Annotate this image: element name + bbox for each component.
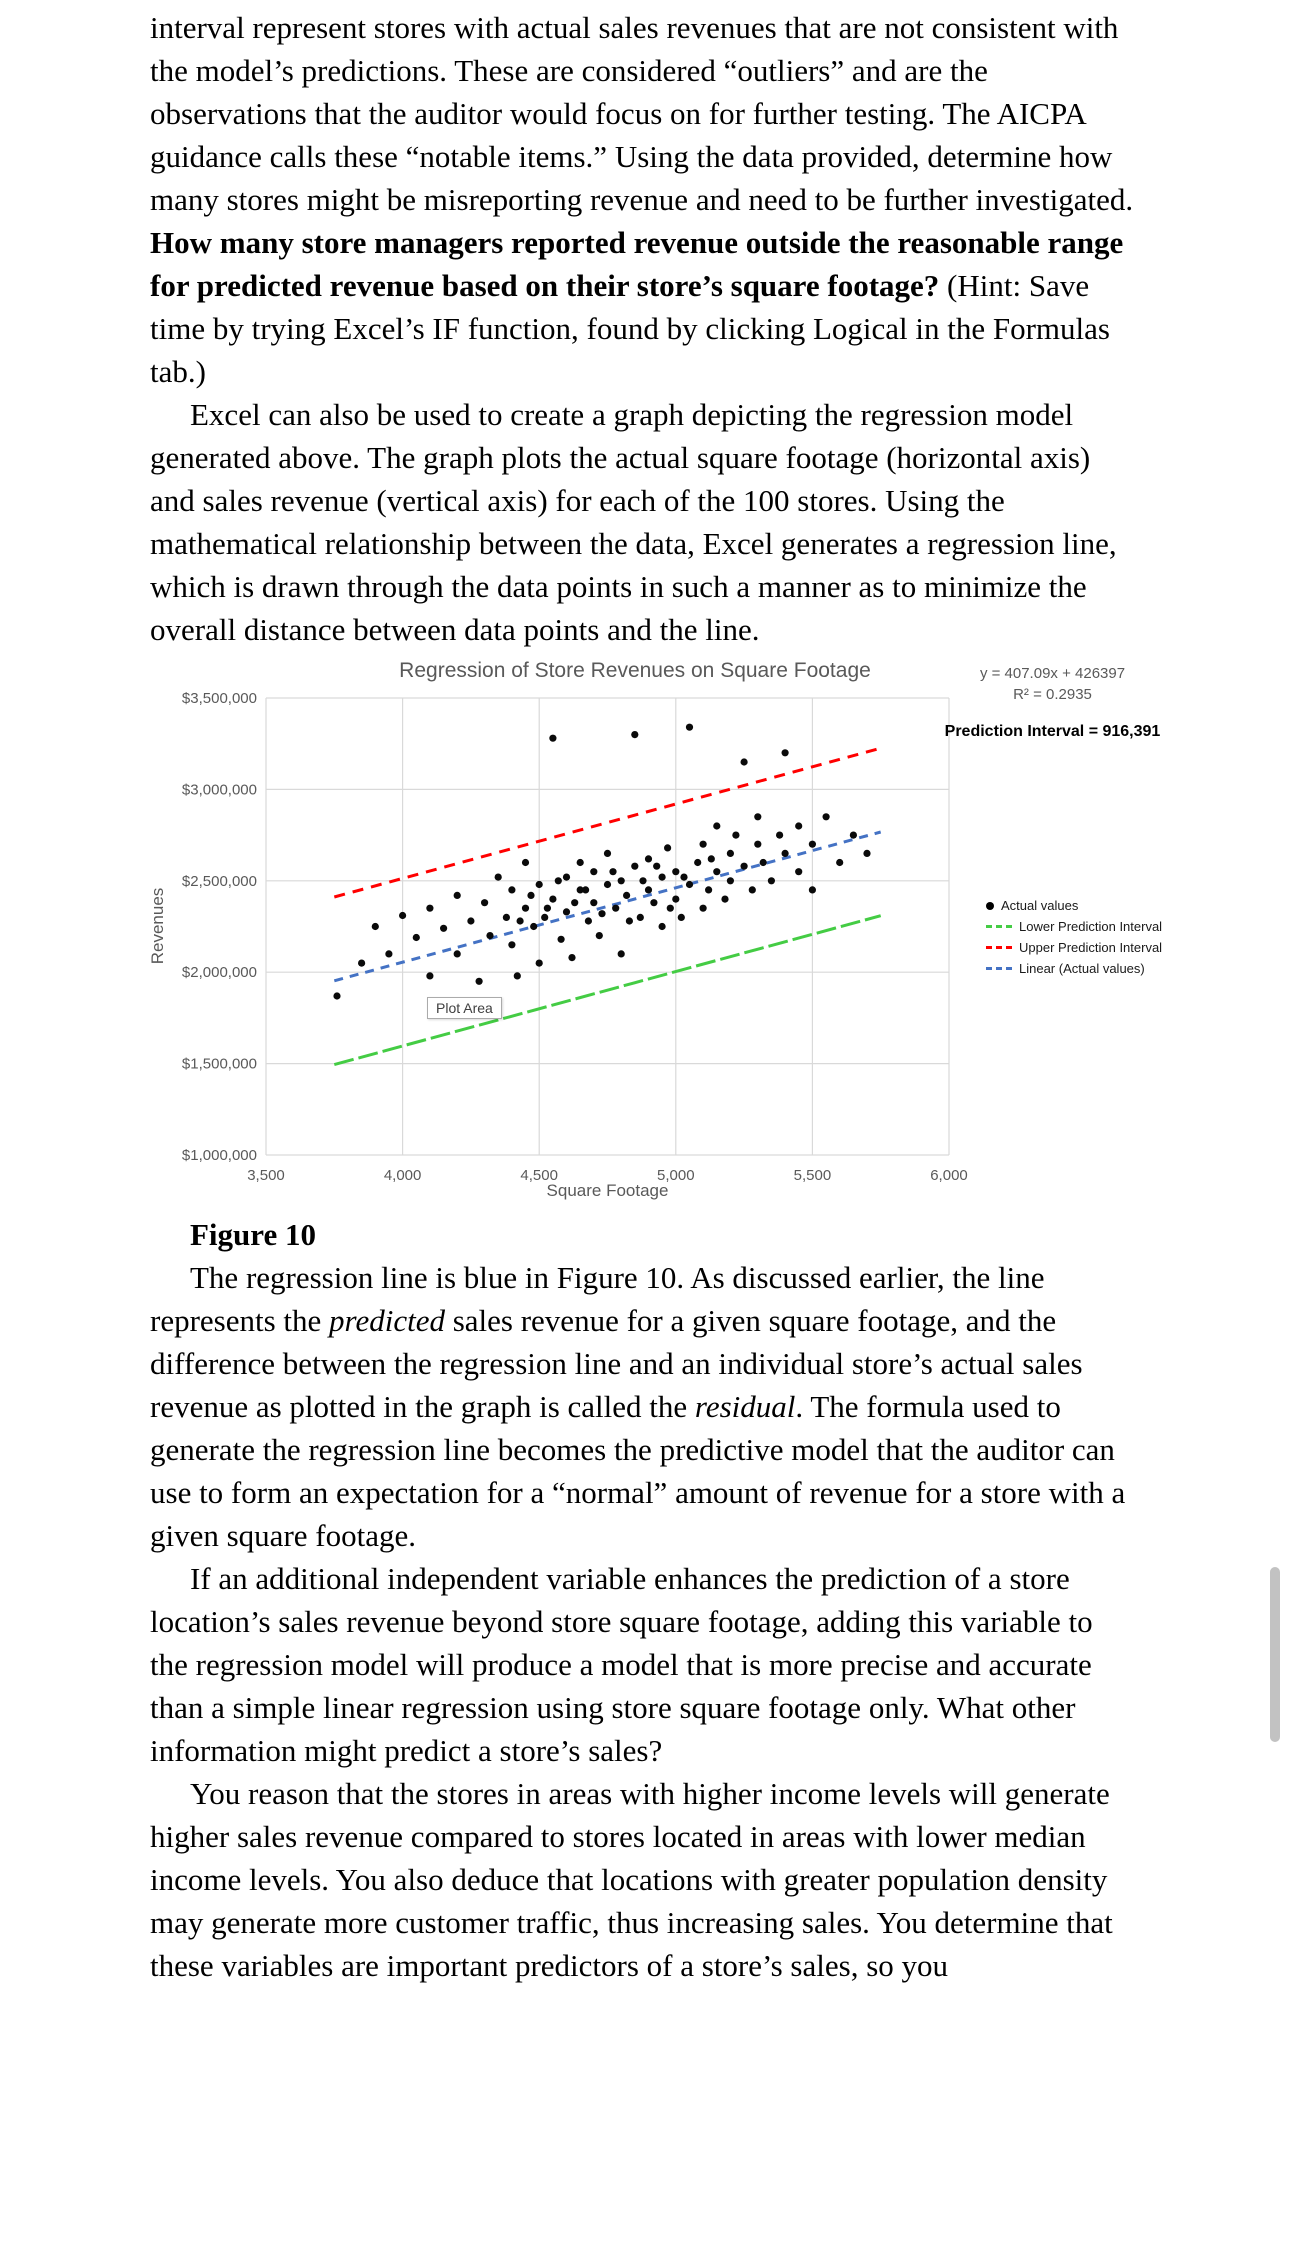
dot-marker-icon (986, 902, 994, 910)
body-paragraph-4: If an additional independent variable enhances the prediction of a store location’s sales revenue beyond store square footage, adding this variable to the regression model will produce a model that is more precise and accurate than a simple linear regression using store square footage only. What other information might predict a store’s sales? (150, 1561, 1093, 1768)
legend-label: Lower Prediction Interval (1019, 919, 1163, 934)
svg-text:$2,000,000: $2,000,000 (181, 964, 257, 982)
legend-item-linear-actual-values (986, 958, 1162, 979)
r-squared-value: R² = 0.2935 (1013, 686, 1092, 703)
y-axis-title: Revenues (148, 887, 167, 965)
svg-text:4,500: 4,500 (520, 1167, 558, 1184)
p1-text: interval represent stores with actual sales revenues that are not consistent with the model’s predictions. These are considered “outliers” and are the observations that the auditor would focus on for further testing. The AICPA guidance calls these “notable items.” Using the data provided, determine how many stores might be misreporting revenue and need to be further investigated. (150, 10, 1134, 217)
svg-text:4,000: 4,000 (383, 1167, 422, 1184)
figure-10-chart (150, 655, 1190, 1207)
legend-label: Upper Prediction Interval (1019, 940, 1163, 955)
chart-legend (986, 895, 1162, 979)
plot-area-label: Plot Area (427, 997, 502, 1019)
x-axis-title: Square Footage (546, 1181, 669, 1200)
svg-text:$3,500,000: $3,500,000 (181, 690, 257, 707)
legend-label: Linear (Actual values) (1019, 961, 1145, 976)
blue-dash-marker-icon (986, 967, 1012, 970)
green-dash-marker-icon (986, 925, 1012, 928)
legend-label: Actual values (1001, 898, 1079, 913)
legend-item-upper-prediction-interval (986, 937, 1162, 958)
body-paragraph-3 (150, 1256, 1135, 1557)
figure-caption: Figure 10 (190, 1217, 316, 1252)
body-paragraph-5: You reason that the stores in areas with higher income levels will generate higher sales revenue compared to stores located in areas with lower median income levels. You also deduce that locations with greater population density may generate more customer traffic, thus increasing sales. You determine that these variables are important predictors of a store’s sales, so you (150, 1776, 1113, 1983)
red-dash-marker-icon (986, 946, 1012, 949)
p3-italic-predicted: predicted (329, 1303, 445, 1338)
p3-text: sales revenue for a given square footage, and the difference between the regression line and an individual store’s actual sales revenue as plotted in the graph is called the (150, 1303, 1083, 1424)
svg-text:5,000: 5,000 (657, 1167, 695, 1184)
regression-equation: y = 407.09x + 426397 (979, 665, 1126, 682)
svg-text:5,500: 5,500 (793, 1167, 832, 1184)
chart-title: Regression of Store Revenues on Square Footage (399, 659, 871, 682)
prediction-interval-note: Prediction Interval = 916,391 (944, 723, 1161, 740)
p3-text: . The formula used to generate the regression line becomes the predictive model that the auditor can use to form an expectation for a “normal” amount of revenue for a store with a given square footage. (150, 1389, 1126, 1553)
svg-text:$1,000,000: $1,000,000 (181, 1147, 257, 1164)
p1-hint: (Hint: Save time by trying Excel’s IF function, found by clicking Logical in the Formulas tab.) (150, 268, 1110, 389)
p3-text: The regression line is blue in Figure 10. As discussed earlier, the line represents the (150, 1260, 1045, 1338)
svg-text:3,500: 3,500 (247, 1167, 285, 1184)
svg-text:$1,500,000: $1,500,000 (181, 1055, 257, 1073)
legend-item-actual-values (986, 895, 1162, 916)
body-paragraph-2: Excel can also be used to create a graph depicting the regression model generated above. The graph plots the actual square footage (horizontal axis) and sales revenue (vertical axis) for each of the 100 stores. Using the mathematical relationship between the data, Excel generates a regression line, which is drawn through the data points in such a manner as to minimize the overall distance between data points and the line. (150, 397, 1117, 647)
svg-text:$3,000,000: $3,000,000 (181, 781, 257, 799)
svg-text:6,000: 6,000 (930, 1167, 968, 1184)
p3-italic-residual: residual (694, 1389, 796, 1424)
svg-text:$2,500,000: $2,500,000 (181, 872, 257, 890)
body-paragraph-1 (150, 6, 1135, 393)
legend-item-lower-prediction-interval (986, 916, 1162, 937)
p1-bold-question: How many store managers reported revenue outside the reasonable range for predicted revenue based on their store’s square footage? (150, 225, 1124, 303)
scrollbar-thumb[interactable] (1270, 1567, 1280, 1742)
chart-annotations (930, 663, 1175, 742)
text-column (148, 6, 1163, 1987)
